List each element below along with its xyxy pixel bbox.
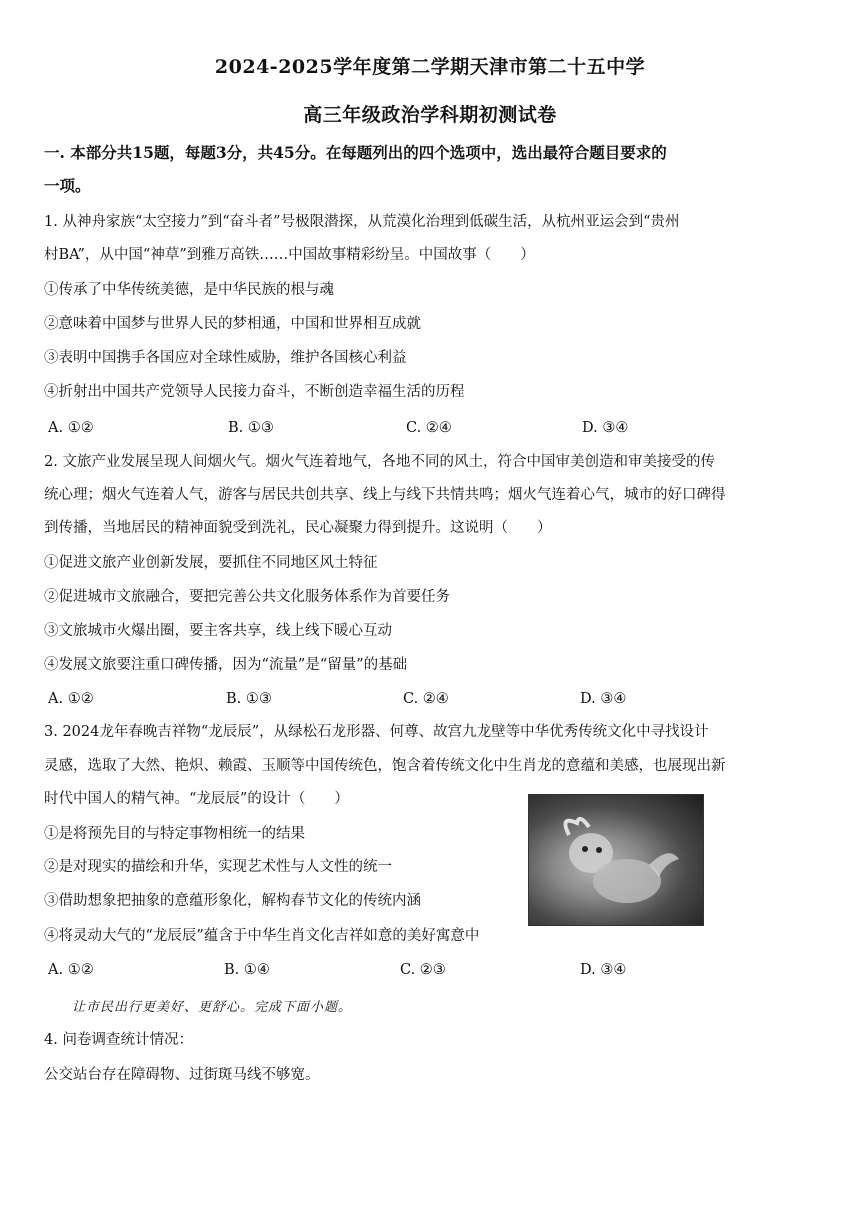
q2-statement-4: ④发展文旅要注重口碑传播，因为“流量”是“留量”的基础 — [44, 657, 408, 673]
q2-statement-2: ②促进城市文旅融合，要把完善公共文化服务体系作为首要任务 — [44, 589, 450, 605]
q1-option-b[interactable]: B. ①③ — [228, 420, 274, 436]
q3-stem-line1: 3. 2024龙年春晚吉祥物“龙辰辰”，从绿松石龙形器、何尊、故宫九龙壁等中华优秀传统文化中寻找设计 — [44, 724, 709, 740]
q1-statement-4: ④折射出中国共产党领导人民接力奋斗，不断创造幸福生活的历程 — [44, 384, 465, 400]
q3-option-d[interactable]: D. ③④ — [580, 962, 627, 978]
q3-option-b[interactable]: B. ①④ — [224, 962, 270, 978]
q1-option-a[interactable]: A. ①② — [48, 420, 94, 436]
q2-option-a[interactable]: A. ①② — [48, 691, 94, 707]
q4-stem-line2: 公交站台存在障碍物、过街斑马线不够宽。 — [44, 1067, 320, 1083]
q4-stem-line1: 4. 问卷调查统计情况： — [44, 1032, 193, 1048]
q1-option-c[interactable]: C. ②④ — [406, 420, 452, 436]
q2-option-b[interactable]: B. ①③ — [226, 691, 272, 707]
q2-statement-3: ③文旅城市火爆出圈，要主客共享，线上线下暖心互动 — [44, 623, 392, 639]
exam-subject-title: 高三年级政治学科期初测试卷 — [303, 104, 557, 126]
exam-school-title: 2024-2025学年度第二学期天津市第二十五中学 — [214, 56, 646, 78]
q3-statement-3: ③借助想象把抽象的意蕴形象化，解构春节文化的传统内涵 — [44, 893, 421, 909]
q1-option-d[interactable]: D. ③④ — [582, 420, 629, 436]
section-instructions: 一. 本部分共15题，每题3分，共45分。在每题列出的四个选项中，选出最符合题目要求的 — [44, 143, 667, 162]
q3-statement-1: ①是将预先目的与特定事物相统一的结果 — [44, 826, 305, 842]
q3-option-c[interactable]: C. ②③ — [400, 962, 446, 978]
q2-stem-line1: 2. 文旅产业发展呈现人间烟火气。烟火气连着地气，各地不同的风土，符合中国审美创造和审美接受的传 — [44, 454, 715, 470]
q1-stem-line1: 1. 从神舟家族“太空接力”到“奋斗者”号极限潜探，从荒漠化治理到低碳生活，从杭州亚运会到“贵州 — [44, 214, 680, 230]
q2-option-c[interactable]: C. ②④ — [403, 691, 449, 707]
q2-option-d[interactable]: D. ③④ — [580, 691, 627, 707]
q3-statement-4: ④将灵动大气的“龙辰辰”蕴含于中华生肖文化吉祥如意的美好寓意中 — [44, 928, 480, 944]
q3-option-a[interactable]: A. ①② — [48, 962, 94, 978]
q3-stem-line3: 时代中国人的精气神。“龙辰辰”的设计（ ） — [44, 791, 349, 807]
q1-statement-2: ②意味着中国梦与世界人民的梦相通，中国和世界相互成就 — [44, 316, 421, 332]
q2-statement-1: ①促进文旅产业创新发展，要抓住不同地区风土特征 — [44, 555, 378, 571]
q1-statement-3: ③表明中国携手各国应对全球性威胁，维护各国核心利益 — [44, 350, 407, 366]
section-instructions-cont: 一项。 — [44, 176, 91, 195]
q1-stem-line2: 村BA”，从中国“神草”到雅万高铁……中国故事精彩纷呈。中国故事（ ） — [44, 247, 535, 263]
q3-statement-2: ②是对现实的描绘和升华，实现艺术性与人文性的统一 — [44, 859, 392, 875]
q2-stem-line2: 统心理；烟火气连着人气，游客与居民共创共享、线上与线下共情共鸣；烟火气连着心气，城市的好口碑得 — [44, 487, 726, 503]
q4-intro: 让市民出行更美好、更舒心。完成下面小题。 — [72, 1000, 353, 1015]
q1-statement-1: ①传承了中华传统美德，是中华民族的根与魂 — [44, 282, 334, 298]
q3-stem-line2: 灵感，选取了大然、艳炽、赖霞、玉顺等中国传统色，饱含着传统文化中生肖龙的意蕴和美感，也展现出新 — [44, 758, 726, 774]
q2-stem-line3: 到传播，当地居民的精神面貌受到洗礼，民心凝聚力得到提升。这说明（ ） — [44, 520, 552, 536]
